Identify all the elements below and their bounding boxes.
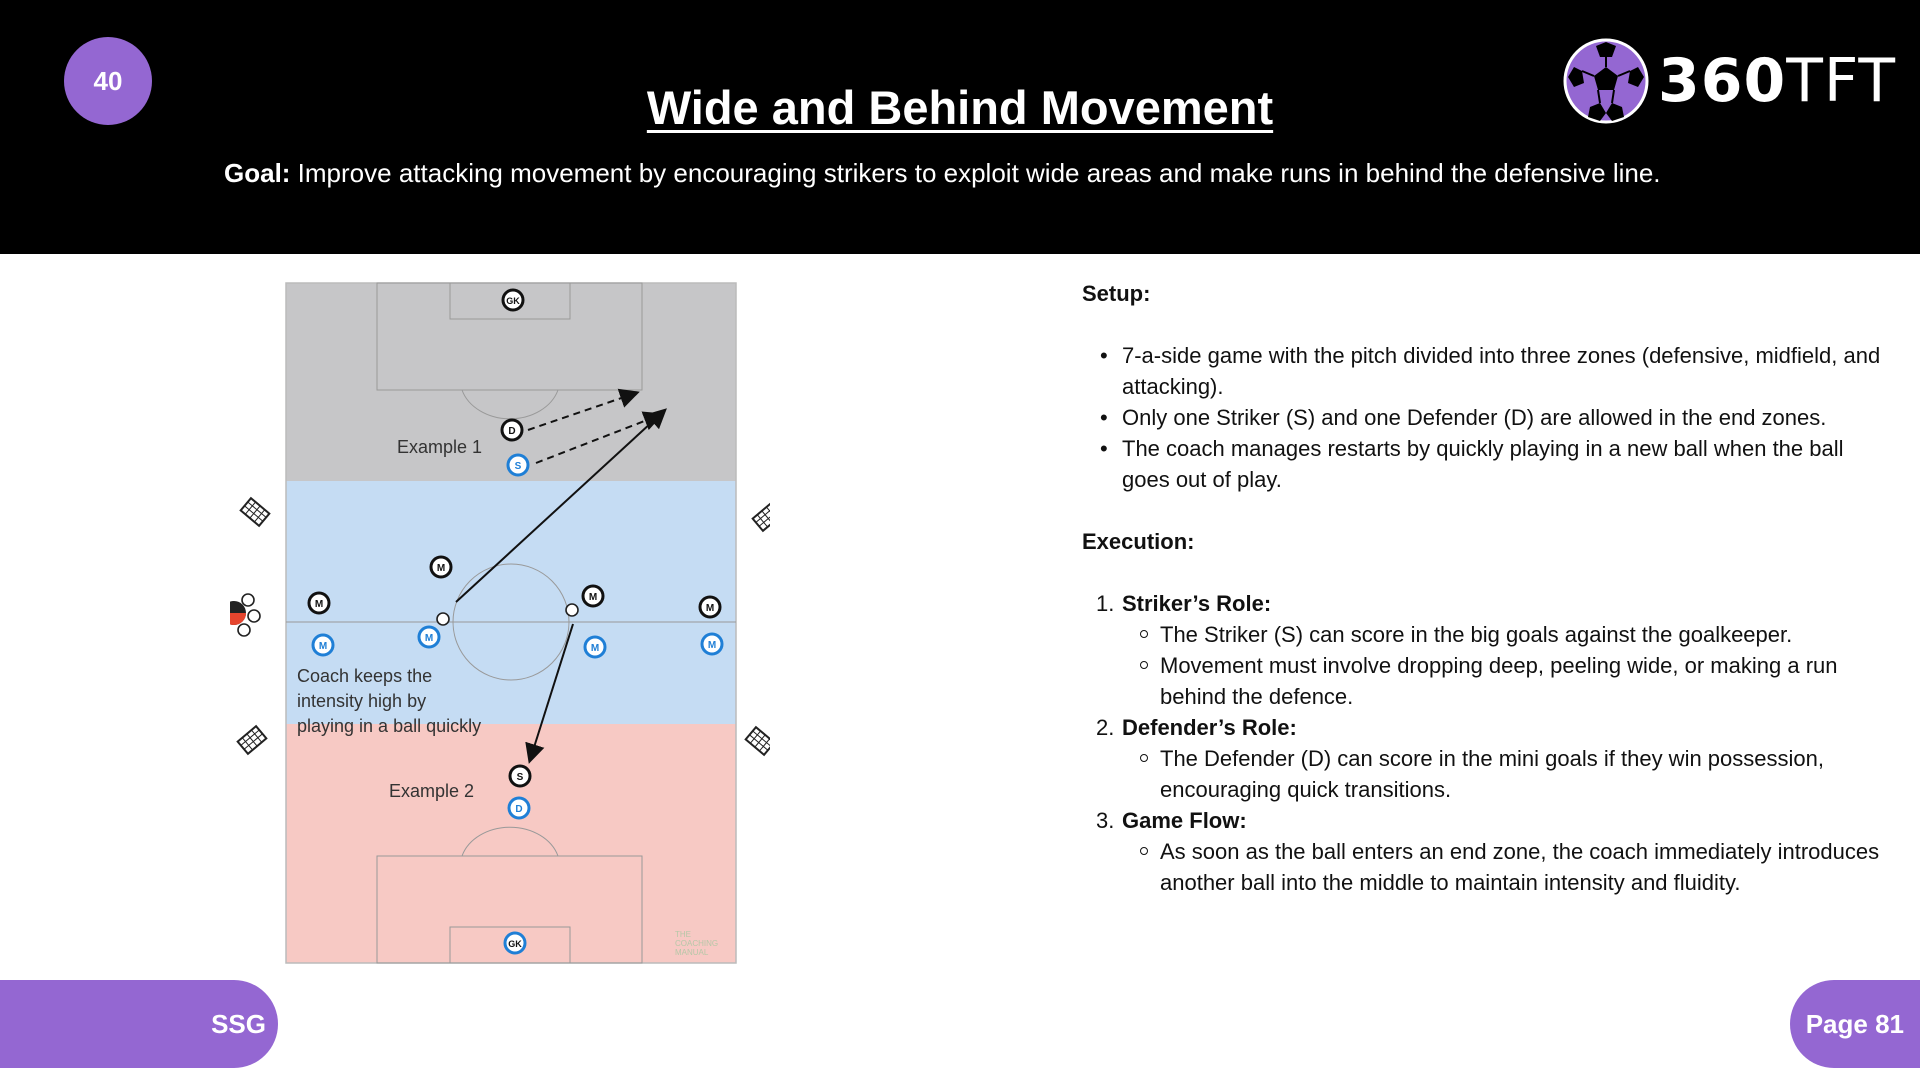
striker-marker-example2 <box>510 766 530 786</box>
brand-logo <box>1562 36 1896 126</box>
defender-marker-example2 <box>509 798 529 818</box>
midfielder-marker-black <box>309 593 329 613</box>
midfielder-marker-blue <box>313 635 333 655</box>
list-item: As soon as the ball enters an end zone, the coach immediately introduces another ball into the middle to maintain intensity and fluidity. <box>1160 836 1882 898</box>
list-item: • The coach manages restarts by quickly playing in a new ball when the ball goes out of play. <box>1098 433 1882 495</box>
svg-text:D: D <box>508 426 516 437</box>
list-number: 3. <box>1096 808 1115 833</box>
ball-icon <box>566 604 578 616</box>
midfielder-marker-black <box>583 586 603 606</box>
coach-note-line: playing in a ball quickly <box>297 716 482 736</box>
list-item: • 7-a-side game with the pitch divided into three zones (defensive, midfield, and attacking). <box>1098 340 1882 402</box>
goalkeeper-marker-top <box>503 290 523 310</box>
list-item <box>1098 805 1882 898</box>
svg-text:M: M <box>318 641 328 652</box>
example1-label: Example 1 <box>397 437 483 457</box>
mini-goal-icon <box>238 726 267 754</box>
svg-text:S: S <box>516 772 524 783</box>
execution-list <box>1082 588 1882 898</box>
svg-text:D: D <box>515 804 523 815</box>
goal-text: Improve attacking movement by encouraging strikers to exploit wide areas and make runs in behind the defensive line. <box>290 158 1661 188</box>
svg-text:M: M <box>707 640 717 651</box>
page-label: Page 81 <box>1790 980 1920 1068</box>
midfielder-marker-blue <box>585 637 605 657</box>
svg-text:GK: GK <box>508 939 522 949</box>
execution-item-title: Game Flow: <box>1122 808 1247 833</box>
mini-goal-icon <box>746 727 770 755</box>
list-item: The Defender (D) can score in the mini goals if they win possession, encouraging quick transitions. <box>1160 743 1882 805</box>
svg-text:M: M <box>588 592 598 603</box>
setup-heading: Setup: <box>1082 281 1151 306</box>
slide-title: Wide and Behind Movement <box>646 81 1274 134</box>
midfield-zone <box>286 481 736 724</box>
list-item: The Striker (S) can score in the big goals against the goalkeeper. <box>1160 619 1882 650</box>
header-bar <box>0 0 1920 254</box>
page-number-badge: 40 <box>64 37 152 125</box>
goal-label: Goal: <box>224 158 291 188</box>
svg-text:M: M <box>424 633 434 644</box>
midfielder-marker-black <box>700 597 720 617</box>
svg-text:GK: GK <box>506 296 520 306</box>
list-item: • Only one Striker (S) and one Defender (D) are allowed in the end zones. <box>1098 402 1882 433</box>
example2-label: Example 2 <box>389 781 475 801</box>
midfielder-marker-blue <box>702 634 722 654</box>
session-details <box>1082 278 1882 898</box>
pitch-diagram <box>230 280 770 966</box>
list-number: 2. <box>1096 715 1115 740</box>
svg-text:M: M <box>705 603 715 614</box>
midfielder-marker-blue <box>419 627 439 647</box>
list-item <box>1098 588 1882 712</box>
coach-note-line: intensity high by <box>297 691 427 711</box>
list-number: 1. <box>1096 591 1115 616</box>
setup-list <box>1082 340 1882 495</box>
execution-item-title: Defender’s Role: <box>1122 715 1297 740</box>
list-item <box>1098 712 1882 805</box>
watermark-line: THE <box>675 930 691 939</box>
mini-goal-icon <box>241 498 270 526</box>
coach-note-line: Coach keeps the <box>297 666 433 686</box>
defender-marker-example1 <box>502 420 522 440</box>
svg-text:M: M <box>436 563 446 574</box>
watermark-line: MANUAL <box>675 948 709 957</box>
soccer-ball-icon <box>1562 37 1650 125</box>
section-tab: SSG <box>0 980 278 1068</box>
svg-text:M: M <box>590 643 600 654</box>
ball-icon <box>437 613 449 625</box>
execution-heading: Execution: <box>1082 529 1195 554</box>
list-item: Movement must involve dropping deep, peeling wide, or making a run behind the defence. <box>1160 650 1882 712</box>
brand-logo-text: 360TFT <box>1658 46 1897 116</box>
watermark-line: COACHING <box>675 939 719 948</box>
goalkeeper-marker-bottom <box>505 933 525 953</box>
defensive-zone <box>286 283 736 481</box>
svg-text:M: M <box>314 599 324 610</box>
svg-text:S: S <box>514 461 522 472</box>
midfielder-marker-black <box>431 557 451 577</box>
execution-item-title: Striker’s Role: <box>1122 591 1272 616</box>
goal-statement <box>224 158 1804 189</box>
mini-goal-icon <box>753 503 770 531</box>
striker-marker-example1 <box>508 455 528 475</box>
